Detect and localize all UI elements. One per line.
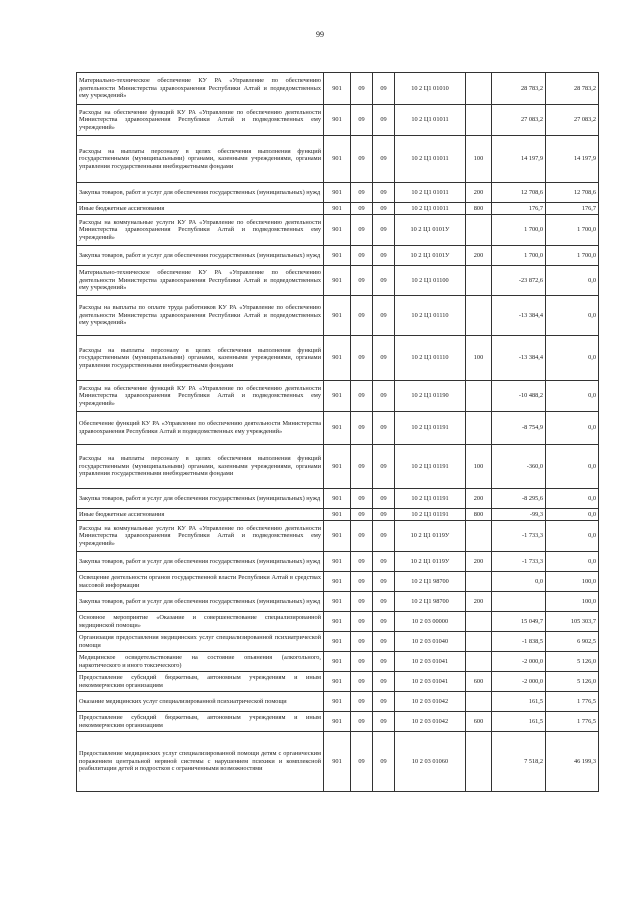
target-article: 10 2 03 01041 (395, 652, 466, 672)
target-article: 10 2 Ц1 01191 (395, 489, 466, 509)
amount-change: -2 000,0 (492, 652, 546, 672)
expense-type: 800 (466, 509, 492, 521)
admin-code: 901 (324, 215, 351, 246)
expense-type (466, 266, 492, 296)
amount-change: -8 295,6 (492, 489, 546, 509)
subsection-code: 09 (373, 336, 395, 381)
amount-total: 1 776,5 (546, 692, 599, 712)
amount-change: 1 700,0 (492, 246, 546, 266)
row-name: Предоставление субсидий бюджетным, автономным учреждениям и иным некоммерческим организациям (77, 672, 324, 692)
expense-type: 200 (466, 183, 492, 203)
section-code: 09 (351, 73, 373, 105)
expense-type: 600 (466, 712, 492, 732)
row-name: Иные бюджетные ассигнования (77, 203, 324, 215)
section-code: 09 (351, 521, 373, 552)
table-row (77, 552, 599, 572)
table-row (77, 509, 599, 521)
row-name: Закупка товаров, работ и услуг для обеспечения государственных (муниципальных) нужд (77, 552, 324, 572)
amount-total: 0,0 (546, 412, 599, 445)
section-code: 09 (351, 672, 373, 692)
amount-change: -10 488,2 (492, 381, 546, 412)
table-row (77, 183, 599, 203)
row-name: Предоставление субсидий бюджетным, автономным учреждениям и иным некоммерческим организациям (77, 712, 324, 732)
amount-total: 5 126,0 (546, 652, 599, 672)
table-row (77, 489, 599, 509)
section-code: 09 (351, 445, 373, 489)
table-row (77, 203, 599, 215)
subsection-code: 09 (373, 712, 395, 732)
admin-code: 901 (324, 509, 351, 521)
section-code: 09 (351, 732, 373, 792)
subsection-code: 09 (373, 203, 395, 215)
table-row (77, 296, 599, 336)
admin-code: 901 (324, 592, 351, 612)
row-name: Медицинское освидетельствование на состояние опьянения (алкогольного, наркотического и иного токсического) (77, 652, 324, 672)
row-name: Обеспечение функций КУ РА «Управление по обеспечению деятельности Министерства здравоохранения Республики Алтай и подведомственных ему учреждений» (77, 412, 324, 445)
table-row (77, 572, 599, 592)
subsection-code: 09 (373, 136, 395, 183)
subsection-code: 09 (373, 412, 395, 445)
row-name: Основное мероприятие «Оказание и совершенствование специализированной медицинской помощи» (77, 612, 324, 632)
target-article: 10 2 Ц1 01011 (395, 105, 466, 136)
table-row (77, 105, 599, 136)
amount-change: -2 000,0 (492, 672, 546, 692)
section-code: 09 (351, 572, 373, 592)
expense-type (466, 73, 492, 105)
section-code: 09 (351, 552, 373, 572)
subsection-code: 09 (373, 672, 395, 692)
amount-total: 0,0 (546, 552, 599, 572)
subsection-code: 09 (373, 521, 395, 552)
expense-type (466, 692, 492, 712)
table-row (77, 381, 599, 412)
amount-change: -8 754,9 (492, 412, 546, 445)
target-article: 10 2 Ц1 01011 (395, 183, 466, 203)
section-code: 09 (351, 612, 373, 632)
subsection-code: 09 (373, 552, 395, 572)
expense-type: 600 (466, 672, 492, 692)
amount-change: 1 700,0 (492, 215, 546, 246)
section-code: 09 (351, 336, 373, 381)
row-name: Закупка товаров, работ и услуг для обеспечения государственных (муниципальных) нужд (77, 592, 324, 612)
expense-type (466, 521, 492, 552)
target-article: 10 2 Ц1 01110 (395, 336, 466, 381)
amount-total: 27 083,2 (546, 105, 599, 136)
target-article: 10 2 Ц1 01190 (395, 381, 466, 412)
expense-type (466, 632, 492, 652)
subsection-code: 09 (373, 732, 395, 792)
subsection-code: 09 (373, 445, 395, 489)
amount-total: 1 700,0 (546, 215, 599, 246)
admin-code: 901 (324, 412, 351, 445)
subsection-code: 09 (373, 592, 395, 612)
admin-code: 901 (324, 552, 351, 572)
table-row (77, 732, 599, 792)
amount-change: -99,3 (492, 509, 546, 521)
section-code: 09 (351, 105, 373, 136)
admin-code: 901 (324, 732, 351, 792)
amount-change: 28 783,2 (492, 73, 546, 105)
row-name: Закупка товаров, работ и услуг для обеспечения государственных (муниципальных) нужд (77, 183, 324, 203)
row-name: Расходы на выплаты персоналу в целях обеспечения выполнения функций государственными (муниципальными) органами, казенными учреждениями, органами управления государственными внебюджетными фондами (77, 136, 324, 183)
target-article: 10 2 03 00000 (395, 612, 466, 632)
amount-total: 1 776,5 (546, 712, 599, 732)
target-article: 10 2 Ц1 98700 (395, 572, 466, 592)
amount-change: -1 838,5 (492, 632, 546, 652)
expense-type: 100 (466, 336, 492, 381)
amount-change: -13 384,4 (492, 296, 546, 336)
amount-change: -13 384,4 (492, 336, 546, 381)
subsection-code: 09 (373, 692, 395, 712)
amount-change: -1 733,3 (492, 521, 546, 552)
admin-code: 901 (324, 266, 351, 296)
row-name: Иные бюджетные ассигнования (77, 509, 324, 521)
expense-type: 200 (466, 552, 492, 572)
expense-type (466, 612, 492, 632)
target-article: 10 2 Ц1 0101У (395, 246, 466, 266)
section-code: 09 (351, 652, 373, 672)
row-name: Материально-техническое обеспечение КУ РА «Управление по обеспечению деятельности Министерства здравоохранения Республики Алтай и подведомственных ему учреждений» (77, 73, 324, 105)
subsection-code: 09 (373, 489, 395, 509)
amount-total: 0,0 (546, 509, 599, 521)
admin-code: 901 (324, 381, 351, 412)
amount-change: 176,7 (492, 203, 546, 215)
target-article: 10 2 Ц1 01011 (395, 203, 466, 215)
admin-code: 901 (324, 296, 351, 336)
subsection-code: 09 (373, 381, 395, 412)
subsection-code: 09 (373, 509, 395, 521)
admin-code: 901 (324, 612, 351, 632)
admin-code: 901 (324, 489, 351, 509)
row-name: Расходы на коммунальные услуги КУ РА «Управление по обеспечению деятельности Министерства здравоохранения Республики Алтай и подведомственных ему учреждений» (77, 521, 324, 552)
row-name: Расходы на коммунальные услуги КУ РА «Управление по обеспечению деятельности Министерства здравоохранения Республики Алтай и подведомственных ему учреждений» (77, 215, 324, 246)
table-row (77, 632, 599, 652)
row-name: Закупка товаров, работ и услуг для обеспечения государственных (муниципальных) нужд (77, 246, 324, 266)
amount-total: 176,7 (546, 203, 599, 215)
target-article: 10 2 Ц1 98700 (395, 592, 466, 612)
subsection-code: 09 (373, 183, 395, 203)
section-code: 09 (351, 489, 373, 509)
target-article: 10 2 Ц1 01191 (395, 509, 466, 521)
subsection-code: 09 (373, 572, 395, 592)
amount-total: 14 197,9 (546, 136, 599, 183)
admin-code: 901 (324, 105, 351, 136)
amount-total: 12 708,6 (546, 183, 599, 203)
page-number: 99 (316, 30, 324, 39)
table-row (77, 445, 599, 489)
section-code: 09 (351, 183, 373, 203)
amount-total: 1 700,0 (546, 246, 599, 266)
target-article: 10 2 Ц1 0119У (395, 552, 466, 572)
subsection-code: 09 (373, 652, 395, 672)
amount-change: -23 872,6 (492, 266, 546, 296)
expense-type: 100 (466, 445, 492, 489)
section-code: 09 (351, 381, 373, 412)
expense-type (466, 732, 492, 792)
amount-change: 0,0 (492, 572, 546, 592)
admin-code: 901 (324, 336, 351, 381)
expense-type (466, 296, 492, 336)
row-name: Закупка товаров, работ и услуг для обеспечения государственных (муниципальных) нужд (77, 489, 324, 509)
amount-total: 0,0 (546, 445, 599, 489)
target-article: 10 2 Ц1 01011 (395, 136, 466, 183)
subsection-code: 09 (373, 296, 395, 336)
expense-type (466, 381, 492, 412)
admin-code: 901 (324, 672, 351, 692)
expense-type: 100 (466, 136, 492, 183)
section-code: 09 (351, 632, 373, 652)
amount-change: 7 518,2 (492, 732, 546, 792)
amount-total: 0,0 (546, 266, 599, 296)
amount-change: 14 197,9 (492, 136, 546, 183)
amount-total: 28 783,2 (546, 73, 599, 105)
table-row (77, 336, 599, 381)
admin-code: 901 (324, 246, 351, 266)
admin-code: 901 (324, 136, 351, 183)
row-name: Расходы на выплаты по оплате труда работников КУ РА «Управление по обеспечению деятельности Министерства здравоохранения Республики Алтай и подведомственных ему учреждений» (77, 296, 324, 336)
amount-total: 0,0 (546, 489, 599, 509)
table-row (77, 73, 599, 105)
table-row (77, 521, 599, 552)
admin-code: 901 (324, 521, 351, 552)
subsection-code: 09 (373, 266, 395, 296)
subsection-code: 09 (373, 246, 395, 266)
table-row (77, 266, 599, 296)
amount-total: 6 902,5 (546, 632, 599, 652)
target-article: 10 2 03 01042 (395, 712, 466, 732)
expense-type: 200 (466, 246, 492, 266)
expense-type (466, 652, 492, 672)
row-name: Предоставление медицинских услуг специализированной помощи детям с органическим поражением центральной нервной системы с нарушением психики и комплексной реабилитации детей и подростков с ограниченными возможностями (77, 732, 324, 792)
amount-total: 5 126,0 (546, 672, 599, 692)
admin-code: 901 (324, 203, 351, 215)
target-article: 10 2 03 01060 (395, 732, 466, 792)
table-row (77, 412, 599, 445)
admin-code: 901 (324, 445, 351, 489)
amount-total: 100,0 (546, 592, 599, 612)
row-name: Оказание медицинских услуг специализированной психиатрической помощи (77, 692, 324, 712)
amount-total: 100,0 (546, 572, 599, 592)
expense-type: 200 (466, 489, 492, 509)
admin-code: 901 (324, 652, 351, 672)
target-article: 10 2 Ц1 0101У (395, 215, 466, 246)
table-row (77, 136, 599, 183)
row-name: Расходы на обеспечение функций КУ РА «Управление по обеспечению деятельности Министерства здравоохранения Республики Алтай и подведомственных ему учреждений» (77, 381, 324, 412)
table-body (77, 73, 599, 792)
section-code: 09 (351, 712, 373, 732)
amount-total: 0,0 (546, 521, 599, 552)
amount-total: 0,0 (546, 381, 599, 412)
target-article: 10 2 Ц1 0119У (395, 521, 466, 552)
expense-type (466, 105, 492, 136)
target-article: 10 2 Ц1 01100 (395, 266, 466, 296)
budget-table (76, 72, 599, 792)
admin-code: 901 (324, 572, 351, 592)
table-row (77, 215, 599, 246)
row-name: Освещение деятельности органов государственной власти Республики Алтай в средствах массовой информации (77, 572, 324, 592)
expense-type (466, 215, 492, 246)
subsection-code: 09 (373, 215, 395, 246)
table-row (77, 592, 599, 612)
amount-change: 161,5 (492, 712, 546, 732)
target-article: 10 2 Ц1 01010 (395, 73, 466, 105)
section-code: 09 (351, 509, 373, 521)
amount-change (492, 592, 546, 612)
section-code: 09 (351, 215, 373, 246)
section-code: 09 (351, 246, 373, 266)
table-row (77, 246, 599, 266)
subsection-code: 09 (373, 105, 395, 136)
amount-change: -360,0 (492, 445, 546, 489)
target-article: 10 2 Ц1 01191 (395, 445, 466, 489)
target-article: 10 2 Ц1 01110 (395, 296, 466, 336)
amount-change: 12 708,6 (492, 183, 546, 203)
expense-type (466, 572, 492, 592)
table-row (77, 692, 599, 712)
target-article: 10 2 03 01040 (395, 632, 466, 652)
section-code: 09 (351, 136, 373, 183)
row-name: Расходы на обеспечение функций КУ РА «Управление по обеспечению деятельности Министерства здравоохранения Республики Алтай и подведомственных ему учреждений» (77, 105, 324, 136)
row-name: Расходы на выплаты персоналу в целях обеспечения выполнения функций государственными (муниципальными) органами, казенными учреждениями, органами управления государственными внебюджетными фондами (77, 445, 324, 489)
table-row (77, 612, 599, 632)
expense-type: 200 (466, 592, 492, 612)
table-row (77, 672, 599, 692)
section-code: 09 (351, 692, 373, 712)
section-code: 09 (351, 203, 373, 215)
section-code: 09 (351, 412, 373, 445)
subsection-code: 09 (373, 73, 395, 105)
amount-change: -1 733,3 (492, 552, 546, 572)
amount-change: 161,5 (492, 692, 546, 712)
row-name: Организация предоставления медицинских услуг специализированной психиатрической помощи (77, 632, 324, 652)
target-article: 10 2 Ц1 01191 (395, 412, 466, 445)
amount-change: 15 049,7 (492, 612, 546, 632)
target-article: 10 2 03 01041 (395, 672, 466, 692)
table-row (77, 652, 599, 672)
expense-type: 800 (466, 203, 492, 215)
expense-type (466, 412, 492, 445)
admin-code: 901 (324, 632, 351, 652)
admin-code: 901 (324, 183, 351, 203)
admin-code: 901 (324, 712, 351, 732)
table-row (77, 712, 599, 732)
subsection-code: 09 (373, 612, 395, 632)
amount-total: 0,0 (546, 336, 599, 381)
amount-change: 27 083,2 (492, 105, 546, 136)
section-code: 09 (351, 296, 373, 336)
amount-total: 46 199,3 (546, 732, 599, 792)
target-article: 10 2 03 01042 (395, 692, 466, 712)
admin-code: 901 (324, 73, 351, 105)
amount-total: 0,0 (546, 296, 599, 336)
row-name: Материально-техническое обеспечение КУ РА «Управление по обеспечению деятельности Министерства здравоохранения Республики Алтай и подведомственных ему учреждений» (77, 266, 324, 296)
section-code: 09 (351, 266, 373, 296)
section-code: 09 (351, 592, 373, 612)
amount-total: 105 303,7 (546, 612, 599, 632)
row-name: Расходы на выплаты персоналу в целях обеспечения выполнения функций государственными (муниципальными) органами, казенными учреждениями, органами управления государственными внебюджетными фондами (77, 336, 324, 381)
subsection-code: 09 (373, 632, 395, 652)
admin-code: 901 (324, 692, 351, 712)
